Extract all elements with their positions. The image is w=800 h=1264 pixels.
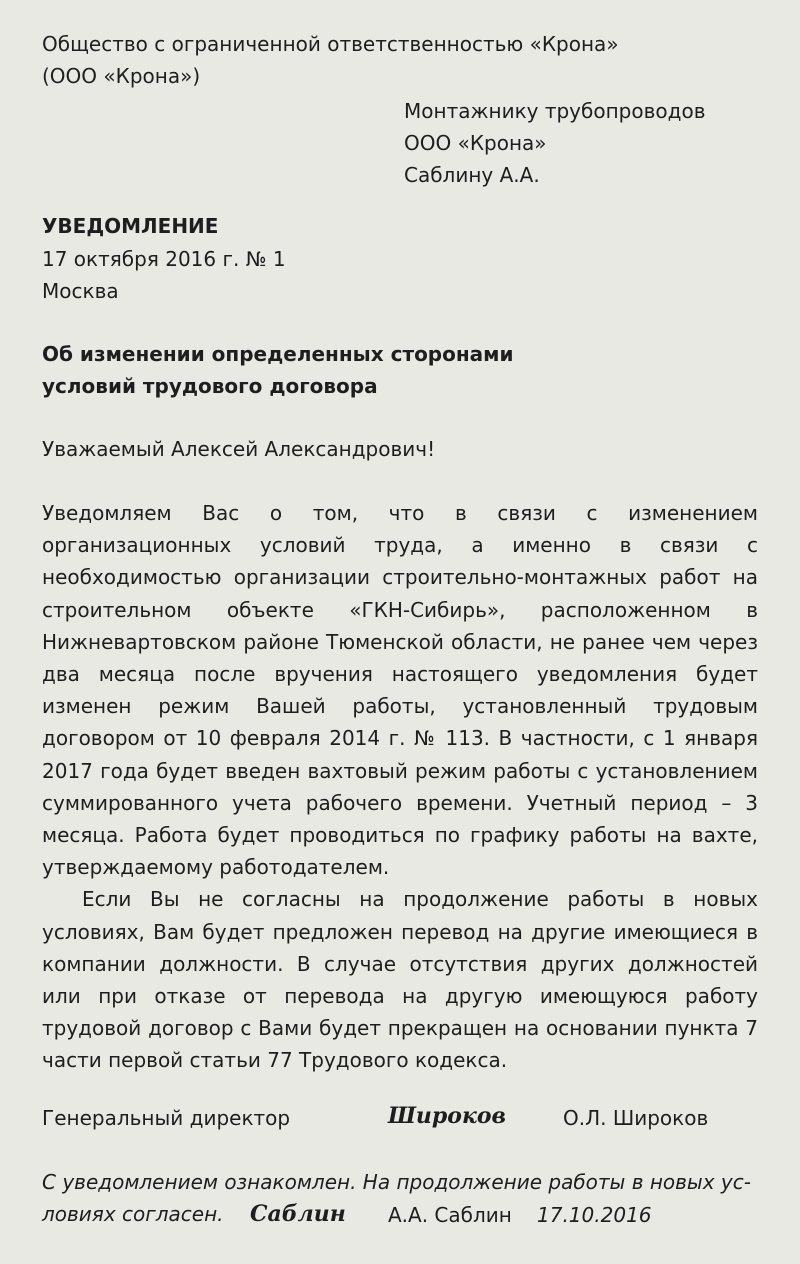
employee-signature: Саблин [250,1201,346,1227]
organization-name: Общество с ограниченной ответственностью «Крона» [42,32,619,56]
organization-short-name: (ООО «Крона») [42,64,201,88]
acknowledgement-date: 17.10.2016 [537,1203,652,1227]
greeting: Уважаемый Алексей Александрович! [42,437,436,461]
employee-name: А.А. Саблин [388,1203,512,1227]
addressee-organization: ООО «Крона» [404,131,547,155]
body-paragraph-2: Если Вы не согласны на продолжение работы в новых условиях, Вам будет предложен перевод на другие имеющиеся в компании должности. В случае отсутствия других должностей или при отказе от перевода на другую имеющуюся работу трудовой договор с Вами будет прекращен на основании пункта 7 части первой статьи 77 Трудового кодекса. [42,887,758,1073]
signatory-position: Генеральный директор [42,1106,291,1130]
document-meta [42,243,286,307]
addressee-position: Монтажнику трубопроводов [404,99,706,123]
document-date-number: 17 октября 2016 г. № 1 [42,247,286,271]
body-paragraph-1: Уведомляем Вас о том, что в связи с изменением организационных условий труда, а именно в связи с необходимостью организации строительно-монтажных работ на строительном объекте «ГКН-Сибирь», расположенном в Нижневартовском районе Тюменской области, не ранее чем через два месяца после вручения настоящего уведомления будет изменен режим Вашей работы, установленный трудовым договором от 10 февраля 2014 г. № 113. В частности, с 1 января 2017 года будет введен вахтовый режим работы с установлением суммированного учета рабочего времени. Учетный период – 3 месяца. Работа будет проводиться по графику работы на вахте, утверждаемому работодателем. [42,501,758,880]
signatory-name: О.Л. Широков [563,1106,709,1130]
organization-header [42,28,619,92]
addressee-name: Саблину А.А. [404,163,540,187]
body-text [42,497,758,1077]
document-title: УВЕДОМЛЕНИЕ [42,214,219,238]
subject-line-1: Об изменении определенных сторонами [42,342,514,366]
director-signature: Широков [388,1103,506,1129]
document-city: Москва [42,279,119,303]
addressee-block [404,95,705,191]
acknowledgement-line-2: ловиях согласен. [42,1202,224,1226]
document-subject [42,338,514,402]
subject-line-2: условий трудового договора [42,374,378,398]
acknowledgement-line-1: С уведомлением ознакомлен. На продолжение работы в новых ус- [42,1170,751,1194]
